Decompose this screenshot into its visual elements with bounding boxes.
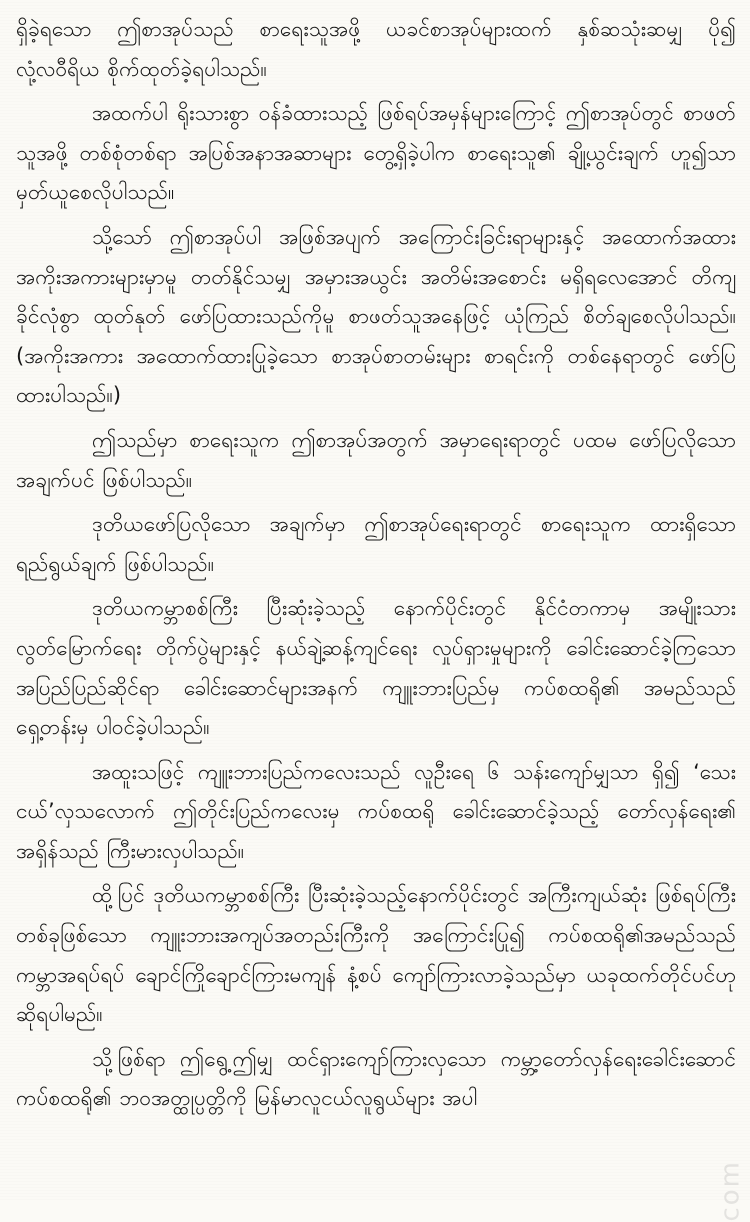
paragraph-9: သို့ဖြစ်ရာ ဤရွေ့ဤမျှ ထင်ရှားကျော်ကြားလှသော ကမ္ဘာ့တော်လှန်ရေးခေါင်းဆောင် ကပ်စထရို၏ ဘဝအတ္ထုပ္ပတ္တိကို မြန်မာလူငယ်လူရွယ်များ အပါ	[16, 1046, 736, 1111]
paragraph-8: ထို့ပြင် ဒုတိယကမ္ဘာစစ်ကြီး ပြီးဆုံးခဲ့သည့်နောက်ပိုင်းတွင် အကြီးကျယ်ဆုံး ဖြစ်ရပ်ကြီးတစ်ခုဖြစ်သော ကျူးဘားအကျပ်အတည်းကြီးကို အကြောင်းပြု၍ ကပ်စထရို၏အမည်သည် ကမ္ဘာအရပ်ရပ် ချောင်ကြိုချောင်ကြားမကျန် နံ့စပ် ကျော်ကြားလာခဲ့သည်မှာ ယခုထက်တိုင်ပင်ဟု ဆိုရပါမည်။	[16, 883, 736, 1027]
paragraph-3: သို့သော် ဤစာအုပ်ပါ အဖြစ်အပျက် အကြောင်းခြင်းရာများနှင့် အထောက်အထား အကိုးအကားများမှာမူ တတ်နိုင်သမျှ အမှားအယွင်း အတိမ်းအစောင်း မရှိရလေအောင် တိကျခိုင်လုံစွာ ထုတ်နုတ် ဖော်ပြထားသည်ကိုမူ စာဖတ်သူအနေဖြင့် ယုံကြည် စိတ်ချစေလိုပါသည်။ (အကိုးအကား အထောက်ထားပြုခဲ့သော စာအုပ်စာတမ်းများ စာရင်းကို တစ်နေရာတွင် ဖော်ပြထားပါသည်။)	[16, 224, 736, 408]
paragraph-1: ရှိခဲ့ရသော ဤစာအုပ်သည် စာရေးသူအဖို့ ယခင်စာအုပ်များထက် နှစ်ဆသုံးဆမျှ ပို၍ လုံ့လဝီရိယ စိုက်ထုတ်ခဲ့ရပါသည်။	[16, 17, 736, 81]
watermark-text: com	[716, 1160, 746, 1222]
paragraph-6: ဒုတိယကမ္ဘာစစ်ကြီး ပြီးဆုံးခဲ့သည့် နောက်ပိုင်းတွင် နိုင်ငံတကာမှ အမျိုးသားလွတ်မြောက်ရေး တိုက်ပွဲများနှင့် နယ်ချဲ့ဆန့်ကျင်ရေး လှုပ်ရှားမှုများကို ခေါင်းဆောင်ခဲ့ကြသော အပြည်ပြည်ဆိုင်ရာ ခေါင်းဆောင်များအနက် ကျူးဘားပြည်မှ ကပ်စထရို၏ အမည်သည် ရှေ့တန်းမှ ပါဝင်ခဲ့ပါသည်။	[16, 596, 736, 740]
paragraph-5: ဒုတိယဖော်ပြလိုသော အချက်မှာ ဤစာအုပ်ရေးရာတွင် စာရေးသူက ထားရှိသော ရည်ရွယ်ချက် ဖြစ်ပါသည်။	[16, 512, 736, 576]
paragraph-4: ဤသည်မှာ စာရေးသူက ဤစာအုပ်အတွက် အမှာရေးရာတွင် ပထမ ဖော်ပြလိုသော အချက်ပင် ဖြစ်ပါသည်။	[16, 427, 736, 492]
paragraph-7: အထူးသဖြင့် ကျူးဘားပြည်ကလေးသည် လူဦးရေ ၆ သန်းကျော်မျှသာ ရှိ၍ ‘သေးငယ်’လှသလောက် ဤတိုင်းပြည်ကလေးမှ ကပ်စထရို ခေါင်းဆောင်ခဲ့သည့် တော်လှန်ရေး၏ အရှိန်သည် ကြီးမားလှပါသည်။	[16, 759, 736, 863]
paragraph-2: အထက်ပါ ရိုးသားစွာ ဝန်ခံထားသည့် ဖြစ်ရပ်အမှန်များကြောင့် ဤစာအုပ်တွင် စာဖတ်သူအဖို့ တစ်စုံတစ်ရာ အပြစ်အနာအဆာများ တွေ့ရှိခဲ့ပါက စာရေးသူ၏ ချို့ယွင်းချက် ဟူ၍သာ မှတ်ယူစေလိုပါသည်။	[16, 101, 736, 205]
document-body	[16, 10, 736, 1119]
